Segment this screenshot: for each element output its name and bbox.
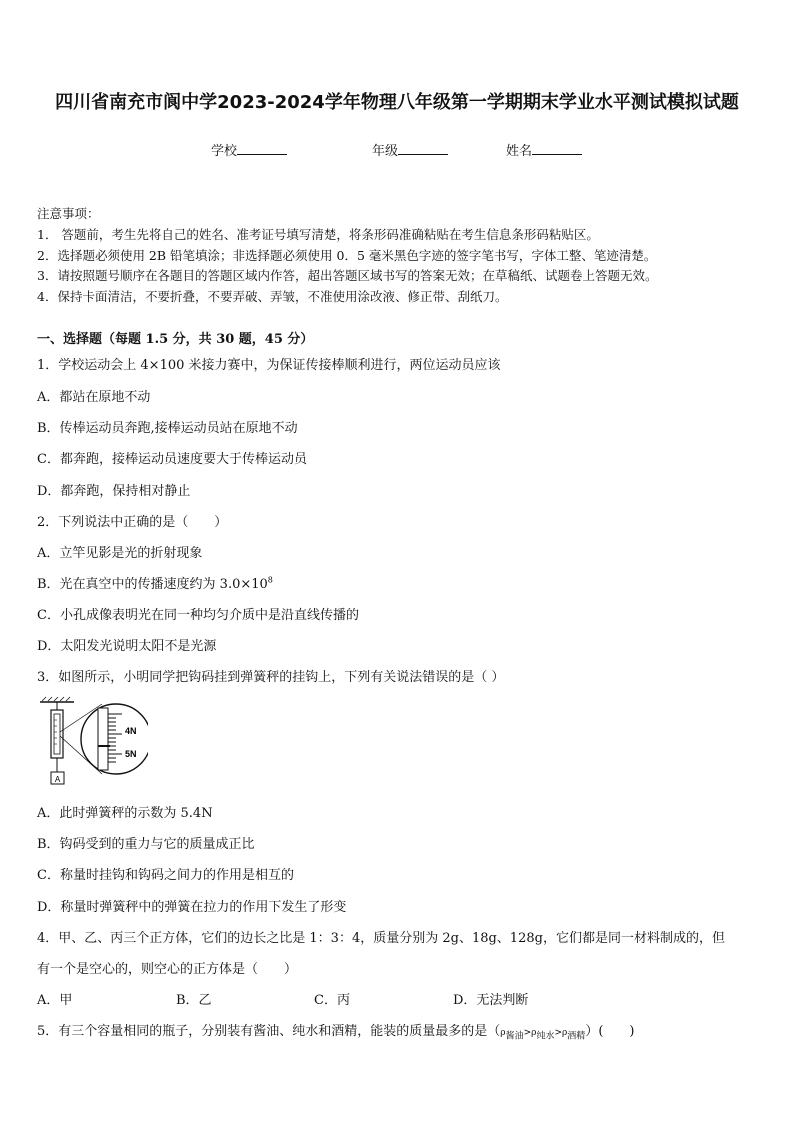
question-3-option-d[interactable]: D．称量时弹簧秤中的弹簧在拉力的作用下发生了形变 <box>37 900 347 915</box>
gt-2: >ρ <box>554 1028 568 1038</box>
name-field[interactable] <box>506 140 582 159</box>
question-1-option-a[interactable]: A．都站在原地不动 <box>37 390 151 405</box>
question-2-option-a[interactable]: A．立竿见影是光的折射现象 <box>37 546 203 561</box>
question-4-option-c[interactable]: C．丙 <box>314 993 350 1008</box>
question-3-option-c[interactable]: C．称量时挂钩和钩码之间力的作用是相互的 <box>37 868 294 883</box>
notice-item: 4．保持卡面清洁，不要折叠，不要弄破、弄皱，不准使用涂改液、修正带、刮纸刀。 <box>37 289 508 304</box>
question-4-stem: 4．甲、乙、丙三个正方体，它们的边长之比是 1：3：4，质量分别为 2g、18g、128g，它们都是同一材料制成的，但 <box>37 931 725 946</box>
rho-sub-2: 纯水 <box>536 1031 555 1042</box>
question-2-option-d[interactable]: D．太阳发光说明太阳不是光源 <box>37 639 217 654</box>
question-4-option-a[interactable]: A．甲 <box>37 993 73 1008</box>
question-1-option-c[interactable]: C．都奔跑，接棒运动员速度要大于传棒运动员 <box>37 452 307 467</box>
question-5-stem <box>37 1020 634 1042</box>
question-2-option-b-exponent: 8 <box>267 575 273 585</box>
school-blank[interactable] <box>237 142 287 155</box>
question-3-stem: 3．如图所示，小明同学把钩码挂到弹簧秤的挂钩上，下列有关说法错误的是（ ） <box>37 670 505 685</box>
question-5-tail: ）( ) <box>585 1024 635 1039</box>
grade-field[interactable] <box>372 140 448 159</box>
question-3-option-b[interactable]: B．钩码受到的重力与它的质量成正比 <box>37 837 255 852</box>
notice-item: 1． 答题前，考生先将自己的姓名、准考证号填写清楚，将条形码准确粘贴在考生信息条形码粘贴区。 <box>37 227 599 242</box>
figure-label-4n: 4N <box>125 726 137 736</box>
section-title: 一、选择题（每题 1.5 分，共 30 题，45 分） <box>37 332 314 347</box>
spring-scale-figure <box>38 696 148 788</box>
question-4-option-d[interactable]: D．无法判断 <box>453 993 529 1008</box>
school-label: 学校 <box>211 144 238 159</box>
question-4-stem-cont: 有一个是空心的，则空心的正方体是（ ） <box>37 962 298 977</box>
gt-1: >ρ <box>523 1028 537 1038</box>
notice-item: 2．选择题必须使用 2B 铅笔填涂；非选择题必须使用 0．5 毫米黑色字迹的签字笔书写，字体工整、笔迹清楚。 <box>37 248 657 263</box>
question-2-option-b[interactable] <box>37 573 273 592</box>
question-1-option-b[interactable]: B．传棒运动员奔跑,接棒运动员站在原地不动 <box>37 421 298 436</box>
question-4-option-b[interactable]: B．乙 <box>176 993 212 1008</box>
figure-label-5n: 5N <box>125 749 137 759</box>
grade-label: 年级 <box>372 144 399 159</box>
notice-heading: 注意事项： <box>37 206 100 221</box>
rho-sub-1: 酱油 <box>505 1031 524 1042</box>
question-2-option-b-text: B．光在真空中的传播速度约为 3.0×10 <box>37 577 268 592</box>
notice-item: 3．请按照题号顺序在各题目的答题区域内作答，超出答题区域书写的答案无效；在草稿纸、试题卷上答题无效。 <box>37 268 658 283</box>
school-field[interactable] <box>211 140 287 159</box>
question-1-stem: 1．学校运动会上 4×100 米接力赛中，为保证传接棒顺利进行，两位运动员应该 <box>37 358 501 373</box>
name-blank[interactable] <box>532 142 582 155</box>
question-2-option-c[interactable]: C．小孔成像表明光在同一种均匀介质中是沿直线传播的 <box>37 608 359 623</box>
rho-sub-3: 酒精 <box>567 1031 586 1042</box>
question-2-stem: 2．下列说法中正确的是（ ） <box>37 515 228 530</box>
page-title: 四川省南充市阆中学2023-2024学年物理八年级第一学期期末学业水平测试模拟试题 <box>55 92 739 113</box>
question-3-option-a[interactable]: A．此时弹簧秤的示数为 5.4N <box>37 806 213 821</box>
grade-blank[interactable] <box>398 142 448 155</box>
question-5-stem-text: 5．有三个容量相同的瓶子，分别装有酱油、纯水和酒精，能装的质量最多的是（ <box>37 1024 501 1039</box>
rho-1: ρ <box>500 1028 506 1038</box>
question-1-option-d[interactable]: D．都奔跑，保持相对静止 <box>37 484 191 499</box>
name-label: 姓名 <box>506 144 533 159</box>
weight-label: A <box>54 775 61 784</box>
